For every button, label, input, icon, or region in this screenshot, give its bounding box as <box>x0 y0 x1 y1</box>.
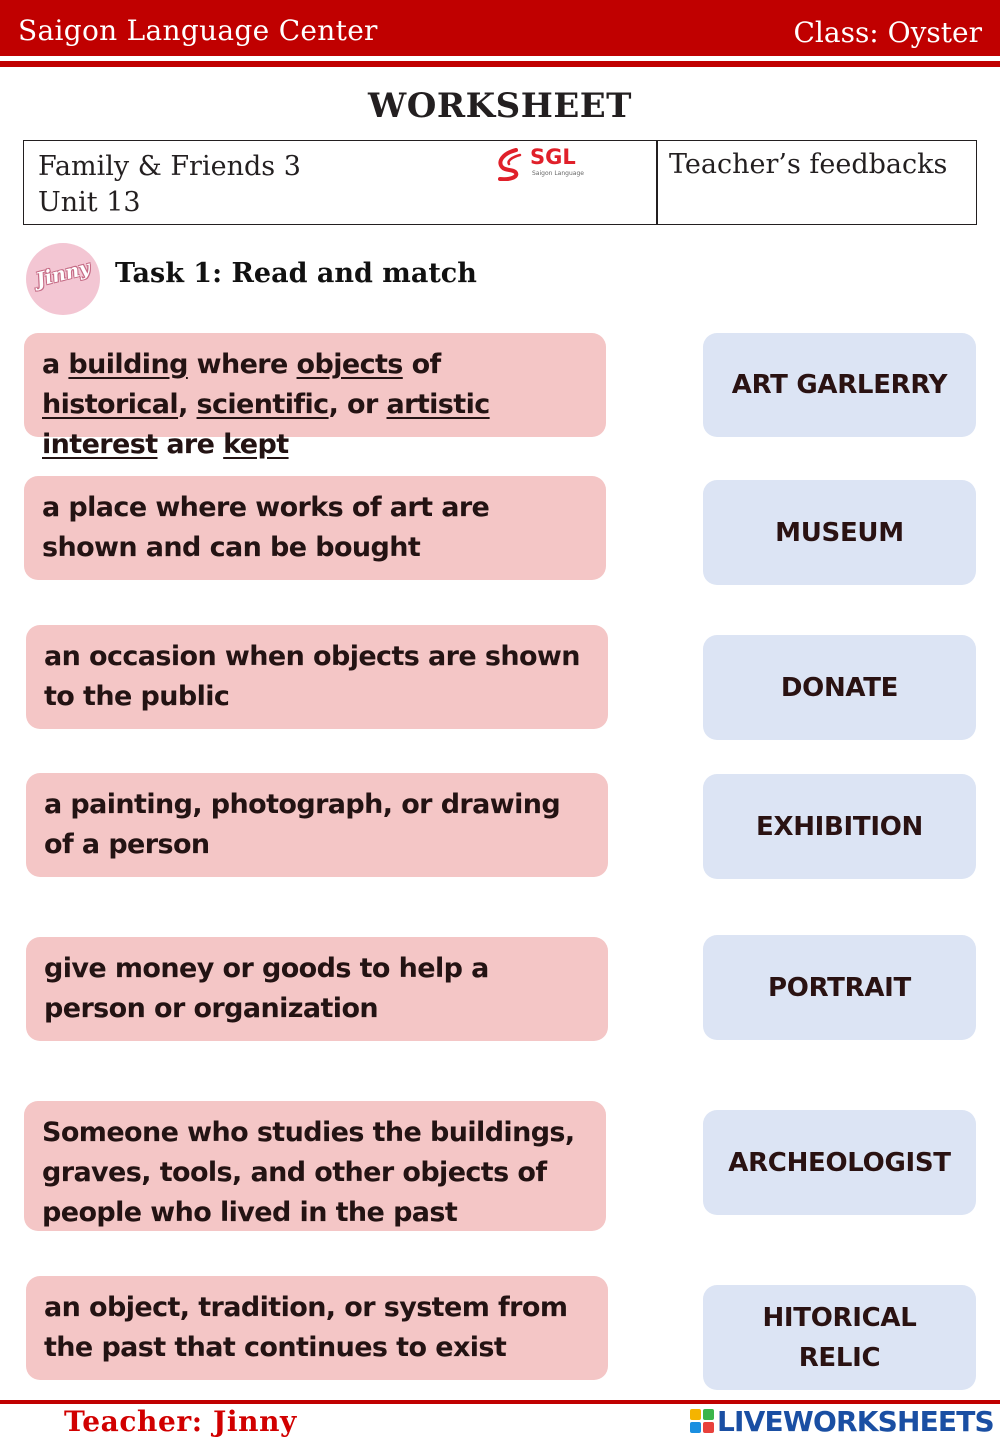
underlined-word: building <box>68 349 188 380</box>
liveworksheets-grid-icon <box>690 1409 714 1433</box>
definition-text: of <box>402 349 441 380</box>
class-label: Class: Oyster <box>793 16 982 49</box>
definition-4[interactable]: a painting, photograph, or drawing of a person <box>26 773 608 877</box>
definition-6[interactable]: Someone who studies the buildings, graves, tools, and other objects of people who lived in the past <box>24 1101 606 1231</box>
underlined-word: artistic <box>386 389 490 420</box>
book-info <box>38 149 301 221</box>
jinny-badge-text: Jinny <box>33 256 93 292</box>
definition-text: where <box>187 349 297 380</box>
logo-text: SGL <box>530 145 576 169</box>
definition-5[interactable]: give money or goods to help a person or organization <box>26 937 608 1041</box>
word-3[interactable]: DONATE <box>703 635 976 740</box>
underlined-word: kept <box>223 429 289 460</box>
definition-text: a <box>42 349 69 380</box>
definition-7[interactable]: an object, tradition, or system from the past that continues to exist <box>26 1276 608 1380</box>
feedback-label: Teacher’s feedbacks <box>669 149 948 180</box>
definition-1[interactable] <box>24 333 606 460</box>
table-divider <box>656 141 658 224</box>
definition-text: , or <box>328 389 387 420</box>
header-bar <box>0 0 1000 56</box>
word-2[interactable]: MUSEUM <box>703 480 976 585</box>
sgl-swoosh-icon <box>494 147 526 181</box>
header-divider <box>0 61 1000 67</box>
logo-subtext: Saigon Language <box>532 170 584 177</box>
sgl-logo <box>494 145 594 185</box>
definition-text: , <box>178 389 197 420</box>
underlined-word: objects <box>296 349 403 380</box>
liveworksheets-logo <box>690 1404 994 1438</box>
word-7[interactable]: HITORICAL RELIC <box>703 1285 976 1390</box>
word-5[interactable]: PORTRAIT <box>703 935 976 1040</box>
word-1[interactable]: ART GARLERRY <box>703 333 976 437</box>
school-name: Saigon Language Center <box>18 14 378 47</box>
underlined-word: interest <box>42 429 158 460</box>
task-title: Task 1: Read and match <box>115 258 477 289</box>
page-title: WORKSHEET <box>368 86 632 126</box>
underlined-word: historical <box>42 389 179 420</box>
jinny-badge <box>26 243 100 315</box>
underlined-word: scientific <box>196 389 329 420</box>
book-title: Family & Friends 3 <box>38 151 301 182</box>
unit-label: Unit 13 <box>38 187 141 218</box>
info-table <box>23 140 977 225</box>
teacher-name: Teacher: Jinny <box>64 1405 297 1438</box>
definition-text: are <box>157 429 224 460</box>
definition-2[interactable]: a place where works of art are shown and can be bought <box>24 476 606 580</box>
definition-3[interactable]: an occasion when objects are shown to the public <box>26 625 608 729</box>
word-4[interactable]: EXHIBITION <box>703 774 976 879</box>
word-6[interactable]: ARCHEOLOGIST <box>703 1110 976 1215</box>
liveworksheets-brand: LIVEWORKSHEETS <box>717 1404 994 1438</box>
